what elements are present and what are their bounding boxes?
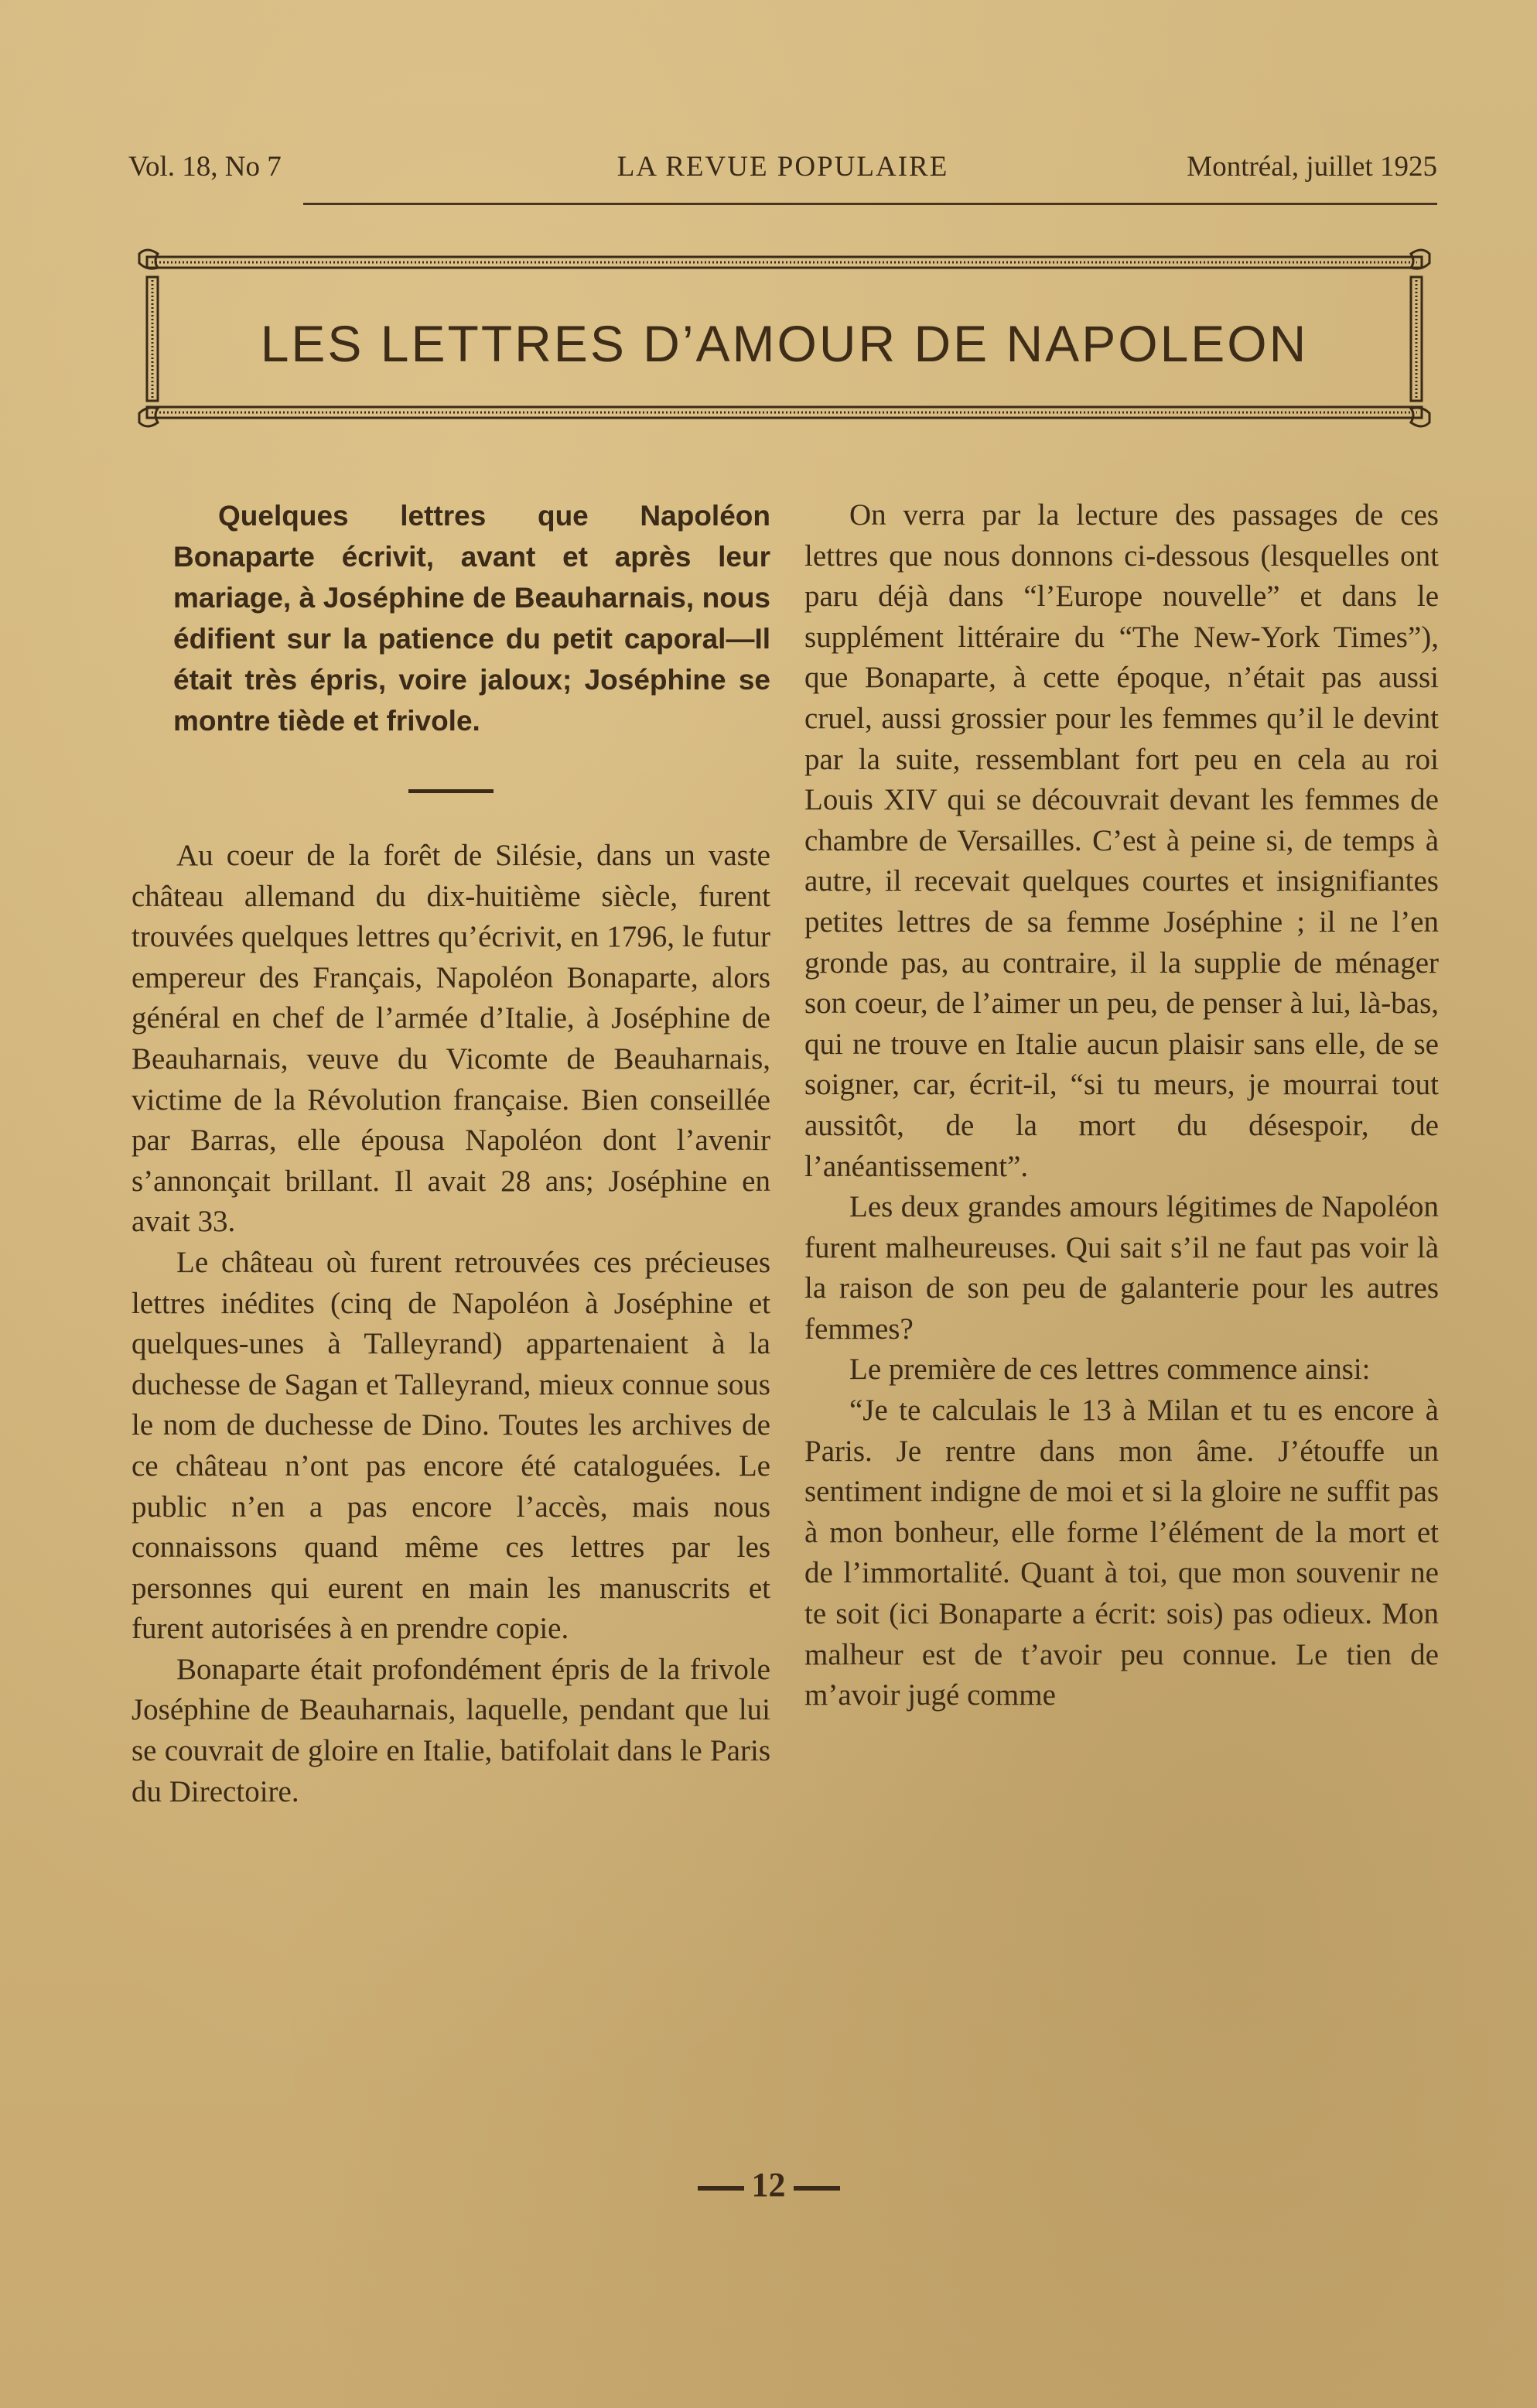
title-frame bbox=[136, 246, 1433, 430]
paragraph: On verra par la lecture des passages de ces lettres que nous donnons ci-dessous (lesquelles ont paru déjà dans “l’Europe nouvelle” et dans le supplément littéraire du “The New-York Times”), que Bonaparte, à cette époque, n’était pas aussi cruel, aussi grossier pour les femmes qu’il le devint par la suite, ressemblant fort peu en cela au roi Louis XIV qui se découvrait devant les femmes de chambre de Versailles. C’est à peine si, de temps à autre, il recevait quelques courtes et insignifiantes petites lettres de sa femme Joséphine ; il ne l’en gronde pas, au contraire, il la supplie de ménager son coeur, de l’aimer un peu, de penser à lui, là-bas, qui ne trouve en Italie aucun plaisir sans elle, de se soigner, car, écrit-il, “si tu meurs, je mourrai tout aussitôt, de la mort du désespoir, de l’anéantissement”. bbox=[804, 498, 1439, 1183]
separator-rule bbox=[408, 789, 494, 793]
volume-number: Vol. 18, No 7 bbox=[128, 151, 282, 183]
header-rule bbox=[303, 203, 1437, 205]
article-lead: Quelques lettres que Napoléon Bonaparte écrivit, avant et après leur mariage, à Joséphine de Beauharnais, nous édifient sur la patience du petit caporal—Il était très épris, voire jaloux; Joséphine se montre tiède et frivole. bbox=[173, 500, 770, 737]
article-title: LES LETTRES D’AMOUR DE NAPOLEON bbox=[260, 315, 1309, 372]
right-column bbox=[804, 495, 1439, 1716]
paragraph: Bonaparte était profondément épris de la frivole Joséphine de Beauharnais, laquelle, pendant que lui se couvrait de gloire en Italie, batifolait dans le Paris du Directoire. bbox=[131, 1652, 770, 1808]
page-number bbox=[0, 2165, 1537, 2204]
place-date: Montréal, juillet 1925 bbox=[1187, 151, 1437, 183]
folio-dash bbox=[698, 2186, 744, 2191]
running-header bbox=[128, 150, 1437, 197]
publication-name: LA REVUE POPULAIRE bbox=[617, 151, 949, 183]
left-column bbox=[131, 495, 770, 1812]
paragraph: Les deux grandes amours légitimes de Napoléon furent malheureuses. Qui sait s’il ne faut pas voir là la raison de son peu de galanterie pour les autres femmes? bbox=[804, 1190, 1439, 1346]
paragraph: Le première de ces lettres commence ainsi: bbox=[849, 1353, 1371, 1387]
folio-dash bbox=[794, 2186, 840, 2191]
paragraph: Le château où furent retrouvées ces précieuses lettres inédites (cinq de Napoléon à Joséphine et quelques-unes à Talleyrand) appartenaient à la duchesse de Sagan et Talleyrand, mieux connue sous le nom de duchesse de Dino. Toutes les archives de ce château n’ont pas encore été cataloguées. Le public n’en a pas encore l’accès, mais nous connaissons quand même ces lettres par les personnes qui eurent en main les manuscrits et furent autorisées à en prendre copie. bbox=[131, 1245, 770, 1646]
page-number-text: 12 bbox=[751, 2166, 786, 2204]
paragraph: “Je te calculais le 13 à Milan et tu es encore à Paris. Je rentre dans mon âme. J’étouffe un sentiment indigne de moi et si la gloire ne suffit pas à mon bonheur, elle forme l’élément de la mort et de l’immortalité. Quant à toi, que mon souvenir ne te soit (ici Bonaparte a écrit: sois) pas odieux. Mon malheur est de t’avoir peu connue. Le tien de m’avoir jugé comme bbox=[804, 1394, 1439, 1712]
paragraph: Au coeur de la forêt de Silésie, dans un vaste château allemand du dix-huitième siècle, furent trouvées quelques lettres qu’écrivit, en 1796, le futur empereur des Français, Napoléon Bonaparte, alors général en chef de l’armée d’Italie, à Joséphine de Beauharnais, veuve du Vicomte de Beauharnais, victime de la Révolution française. Bien conseillée par Barras, elle épousa Napoléon dont l’avenir s’annonçait brillant. Il avait 28 ans; Joséphine en avait 33. bbox=[131, 839, 770, 1239]
